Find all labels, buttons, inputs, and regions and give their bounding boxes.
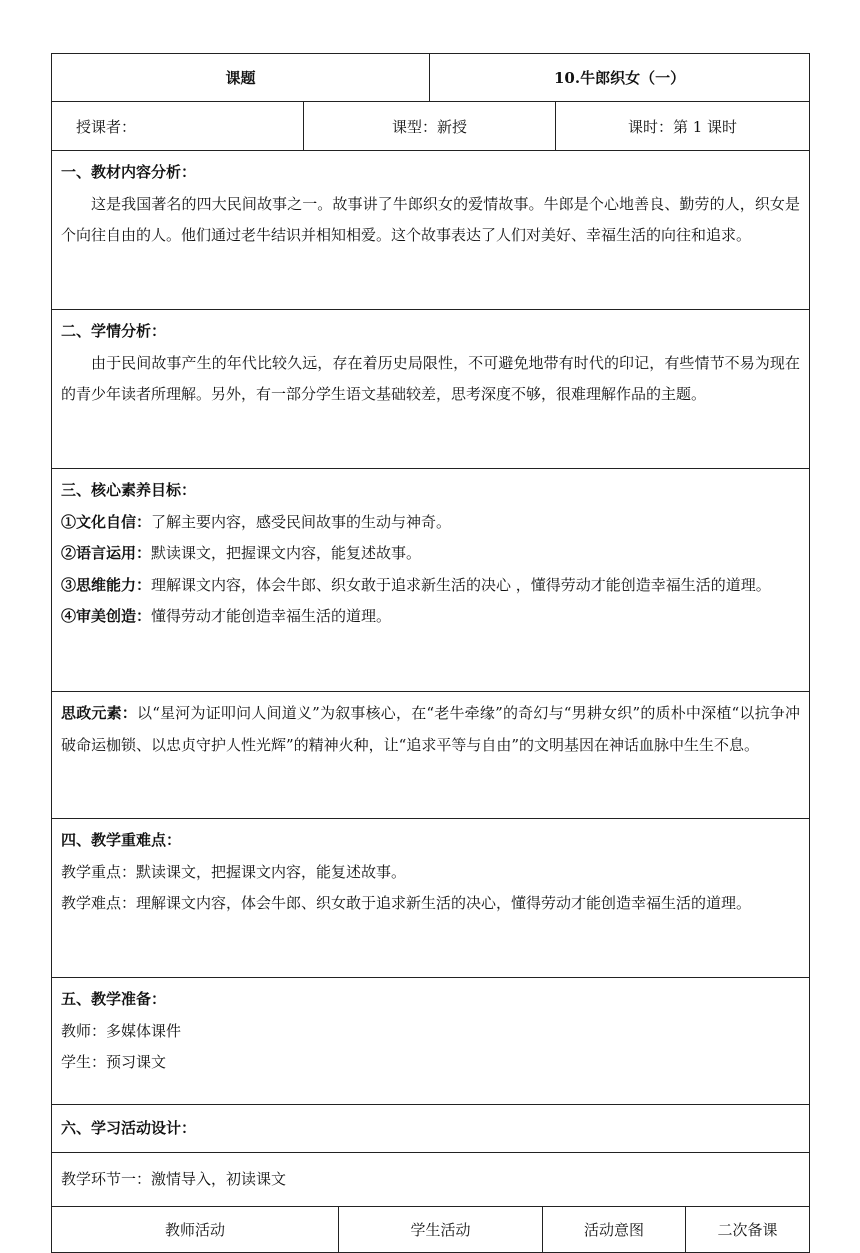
goal-item — [61, 570, 800, 602]
goal-text: 了解主要内容，感受民间故事的生动与神奇。 — [151, 512, 452, 531]
ideology-paragraph — [61, 698, 800, 761]
section-title: 三、核心素养目标： — [61, 481, 197, 499]
activity-header-row — [52, 1207, 810, 1253]
section-activity-design — [52, 1105, 810, 1153]
teaching-step-title: 教学环节一：激情导入，初读课文 — [61, 1169, 287, 1188]
section-material-analysis — [52, 151, 810, 310]
lesson-plan-table — [51, 53, 810, 1207]
topic-label: 课题 — [52, 54, 430, 102]
lesson-period: 课时：第 1 课时 — [556, 102, 810, 151]
col-student-activity: 学生活动 — [339, 1207, 543, 1253]
section-ideology — [52, 692, 810, 819]
goal-label: ③思维能力： — [61, 575, 152, 594]
section-body: 由于民间故事产生的年代比较久远，存在着历史局限性，不可避免地带有时代的印记，有些情节不易为现在的青少年读者所理解。另外，有一部分学生语文基础较差，思考深度不够，很难理解作品的主题。 — [61, 353, 801, 403]
goal-text: 懂得劳动才能创造幸福生活的道理。 — [151, 607, 392, 625]
topic-value: 10.牛郎织女（一） — [430, 54, 810, 102]
lesson-plan-page — [51, 53, 809, 1253]
col-activity-intent: 活动意图 — [543, 1207, 686, 1253]
ideology-label: 思政元素： — [61, 704, 138, 722]
goal-text: 默读课文，把握课文内容，能复述故事。 — [151, 544, 422, 562]
meta-row — [52, 102, 810, 151]
section-body: 这是我国著名的四大民间故事之一。故事讲了牛郎织女的爱情故事。牛郎是个心地善良、勤劳的人，织女是个向往自由的人。他们通过老牛结识并相知相爱。这个故事表达了人们对美好、幸福生活的向往和追求。 — [61, 194, 801, 244]
section-title: 一、教材内容分析： — [61, 163, 197, 181]
section-preparation — [52, 978, 810, 1105]
difficult-point: 教学难点：理解课文内容，体会牛郎、织女敢于追求新生活的决心，懂得劳动才能创造幸福生活的道理。 — [61, 894, 752, 912]
teacher-preparation: 教师：多媒体课件 — [61, 1021, 182, 1040]
goal-item — [61, 507, 800, 539]
section-title: 六、学习活动设计： — [61, 1118, 197, 1137]
teacher-field: 授课者： — [52, 102, 304, 151]
goal-item — [61, 601, 800, 633]
section-student-analysis — [52, 310, 810, 469]
goal-item — [61, 538, 800, 570]
section-title: 四、教学重难点： — [61, 831, 182, 849]
section-core-goals — [52, 469, 810, 692]
teaching-step-row — [52, 1153, 810, 1207]
goal-label: ④审美创造： — [61, 607, 152, 625]
col-second-prep: 二次备课 — [686, 1207, 810, 1253]
lesson-type: 课型：新授 — [304, 102, 556, 151]
section-title: 五、教学准备： — [61, 990, 167, 1008]
section-title: 二、学情分析： — [61, 322, 167, 340]
section-key-difficult-points — [52, 819, 810, 978]
goal-text: 理解课文内容，体会牛郎、织女敢于追求新生活的决心 ，懂得劳动才能创造幸福生活的道理。 — [151, 575, 771, 594]
topic-row — [52, 54, 810, 102]
goal-label: ①文化自信： — [61, 512, 152, 531]
ideology-text: 以“星河为证叩问人间道义”为叙事核心，在“老牛牵缘”的奇幻与“男耕女织”的质朴中深植“以抗争冲破命运枷锁、以忠贞守护人性光辉”的精神火种，让“追求平等与自由”的文明基因在神话血脉中生生不息。 — [61, 704, 801, 754]
student-preparation: 学生：预习课文 — [61, 1053, 167, 1071]
key-point: 教学重点：默读课文，把握课文内容，能复述故事。 — [61, 862, 407, 881]
activity-table — [51, 1206, 810, 1253]
col-teacher-activity: 教师活动 — [52, 1207, 339, 1253]
goal-label: ②语言运用： — [61, 544, 152, 562]
